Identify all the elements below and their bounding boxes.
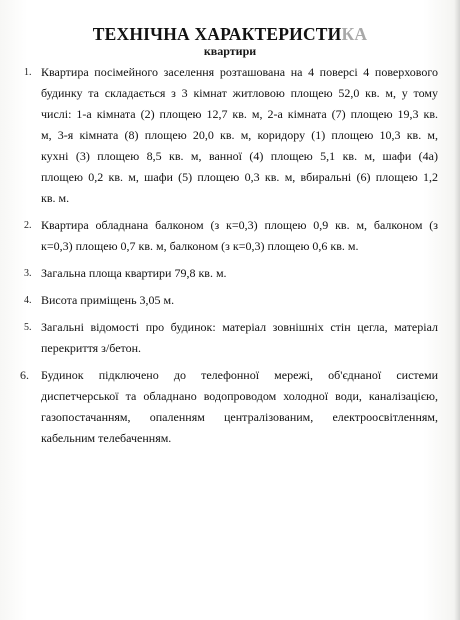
item-number: 2. <box>24 220 32 231</box>
item-text-line: кв. м. <box>41 191 70 205</box>
item-text-line: к=0,3) площею 0,7 кв. м, балконом (з к=0,3) площею 0,6 кв. м. <box>41 239 359 253</box>
list-item <box>24 215 438 257</box>
document-title <box>0 24 460 45</box>
item-text-line: м, 3-я кімната (8) площею 20,0 кв. м, коридору (1) площею 10,3 кв. м, <box>41 128 438 142</box>
item-text-line: кабельним телебаченням. <box>41 431 172 445</box>
document-subtitle: квартири <box>203 44 257 58</box>
list-item <box>24 263 438 284</box>
item-text-line: Загальна площа квартири 79,8 кв. м. <box>41 266 227 280</box>
page-edge-shadow <box>454 0 460 620</box>
item-number: 6. <box>20 368 29 382</box>
item-text-line: будинку та складається з 3 кімнат житловою площею 52,0 кв. м, у тому <box>41 86 438 100</box>
item-text-line: числі: 1-а кімната (2) площею 12,7 кв. м, 2-а кімната (7) площею 19,3 кв. <box>41 107 438 121</box>
item-number: 1. <box>24 67 32 78</box>
item-number: 3. <box>24 268 32 279</box>
item-text-line: площею 0,2 кв. м, шафи (5) площею 0,3 кв. м, вбиральні (6) площею 1,2 <box>41 170 438 184</box>
characteristics-list <box>20 62 438 455</box>
item-text-line: кухні (3) площею 8,5 кв. м, ванної (4) площею 5,1 кв. м, шафи (4а) <box>41 149 438 163</box>
item-text-line: Загальні відомості про будинок: матеріал зовнішніх стін цегла, матеріал <box>41 320 438 334</box>
list-item <box>24 62 438 209</box>
list-item <box>20 365 438 449</box>
item-number: 5. <box>24 322 32 333</box>
list-item <box>24 317 438 359</box>
item-text-line: Висота приміщень 3,05 м. <box>41 293 175 307</box>
item-text-line: Квартира обладнана балконом (з к=0,3) площею 0,9 кв. м, балконом (з <box>41 218 438 232</box>
item-text-line: Будинок підключено до телефонної мережі, об'єднаної системи <box>41 368 438 382</box>
title-faded-part: КА <box>341 24 368 44</box>
list-item <box>24 290 438 311</box>
item-text-line: перекриття з/бетон. <box>41 341 142 355</box>
item-text-line: Квартира посімейного заселення розташована на 4 поверсі 4 поверхового <box>41 65 438 79</box>
item-text-line: диспетчерської та обладнано водопроводом холодної води, каналізацією, <box>41 389 438 403</box>
item-number: 4. <box>24 295 32 306</box>
item-text-line: газопостачанням, опаленням централізованим, електроосвітленням, <box>41 410 438 424</box>
title-main: ТЕХНІЧНА ХАРАКТЕРИСТИ <box>92 24 342 44</box>
